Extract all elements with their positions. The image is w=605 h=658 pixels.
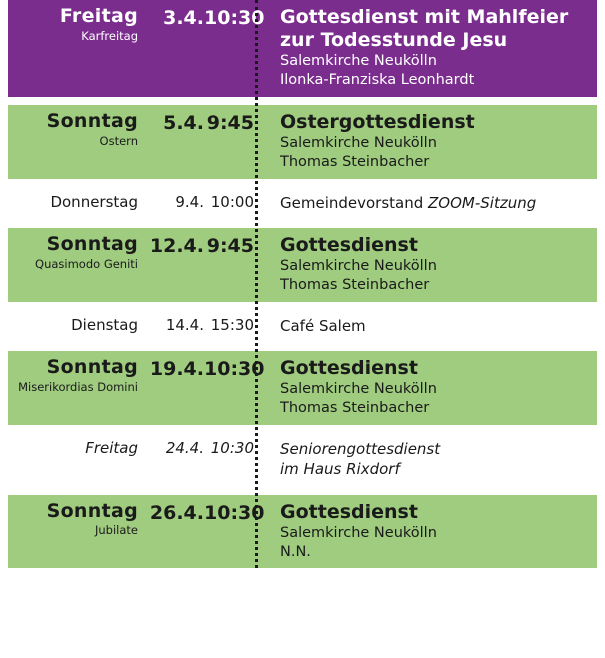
row-gap — [0, 343, 605, 351]
row-day-name: Donnerstag — [50, 192, 138, 211]
row-description-cell — [266, 6, 597, 90]
row-day-cell — [8, 6, 148, 43]
schedule-row — [8, 228, 597, 302]
row-title: Gottesdienst — [280, 500, 418, 523]
row-day-cell — [8, 501, 148, 538]
row-date: 3.4. — [163, 7, 204, 29]
row-location: Salemkirche Neukölln — [280, 381, 437, 398]
row-person: Thomas Steinbacher — [280, 277, 430, 294]
row-location: Salemkirche Neukölln — [280, 524, 437, 541]
row-day-name: Sonntag — [46, 233, 138, 256]
row-gap — [0, 97, 605, 105]
row-gap — [0, 487, 605, 495]
row-person: Ilonka-Franziska Leonhardt — [280, 72, 475, 89]
row-time: 9:45 — [206, 112, 254, 135]
row-person: Thomas Steinbacher — [280, 154, 430, 171]
row-day-subtitle: Ostern — [99, 133, 138, 148]
row-title-emphasis: ZOOM-Sitzung — [428, 193, 537, 212]
row-time: 9:45 — [206, 235, 254, 258]
row-title: Gottesdienst mit Mahlfeier zur Todesstunde Jesu — [280, 6, 569, 52]
row-description-cell — [266, 439, 597, 480]
row-title: Café Salem — [280, 317, 366, 335]
row-day-subtitle: Karfreitag — [81, 28, 138, 43]
row-description-cell — [266, 501, 597, 562]
schedule-row — [8, 0, 597, 97]
row-person: Thomas Steinbacher — [280, 400, 430, 417]
row-date: 14.4. — [165, 316, 204, 334]
row-day-cell — [8, 316, 148, 334]
row-day-name: Sonntag — [46, 110, 138, 133]
row-day-name: Dienstag — [71, 316, 138, 334]
row-time: 15:30 — [210, 316, 254, 334]
row-day-cell — [8, 234, 148, 271]
row-day-subtitle: Jubilate — [94, 523, 138, 538]
row-day-cell — [8, 357, 148, 394]
schedule-row — [8, 433, 597, 487]
schedule-row — [8, 351, 597, 425]
row-location: Salemkirche Neukölln — [280, 53, 437, 70]
row-title: Ostergottesdienst — [280, 111, 475, 134]
row-time: 10:30 — [204, 501, 265, 524]
row-title-text: Gemeindevorstand — [280, 193, 429, 212]
row-gap — [0, 179, 605, 187]
row-gap — [0, 302, 605, 310]
row-title: Gottesdienst — [280, 357, 418, 380]
row-time: 10:00 — [210, 192, 254, 211]
row-description-cell — [266, 234, 597, 295]
schedule-row — [8, 187, 597, 220]
row-date: 19.4. — [149, 358, 204, 381]
row-location: im Haus Rixdorf — [280, 460, 400, 479]
row-time: 10:30 — [204, 358, 265, 381]
row-day-cell — [8, 439, 148, 457]
row-location: Salemkirche Neukölln — [280, 135, 437, 152]
row-day-subtitle: Miserikordias Domini — [18, 380, 138, 395]
row-gap — [0, 425, 605, 433]
schedule-row — [8, 495, 597, 569]
schedule-row — [8, 310, 597, 343]
row-date: 5.4. — [163, 112, 204, 135]
row-time: 10:30 — [204, 7, 265, 29]
row-title: Gottesdienst — [280, 234, 418, 257]
row-day-name: Freitag — [85, 439, 138, 458]
row-description-cell — [266, 193, 597, 213]
row-date: 26.4. — [149, 501, 204, 524]
row-day-name: Sonntag — [46, 356, 138, 379]
row-title: Seniorengottesdienst — [280, 440, 441, 459]
row-gap — [0, 220, 605, 228]
row-day-name: Freitag — [59, 5, 138, 27]
row-day-cell — [8, 193, 148, 211]
row-person: N.N. — [280, 543, 311, 560]
schedule-row — [8, 105, 597, 179]
row-date: 9.4. — [175, 192, 204, 211]
row-description-cell — [266, 357, 597, 418]
row-date: 24.4. — [165, 439, 204, 458]
row-location: Salemkirche Neukölln — [280, 258, 437, 275]
row-time: 10:30 — [210, 439, 254, 458]
row-day-cell — [8, 111, 148, 148]
row-title — [280, 193, 597, 213]
row-day-name: Sonntag — [46, 499, 138, 522]
row-day-subtitle: Quasimodo Geniti — [35, 256, 138, 271]
row-date: 12.4. — [149, 235, 204, 258]
row-description-cell — [266, 111, 597, 172]
row-description-cell — [266, 316, 597, 336]
